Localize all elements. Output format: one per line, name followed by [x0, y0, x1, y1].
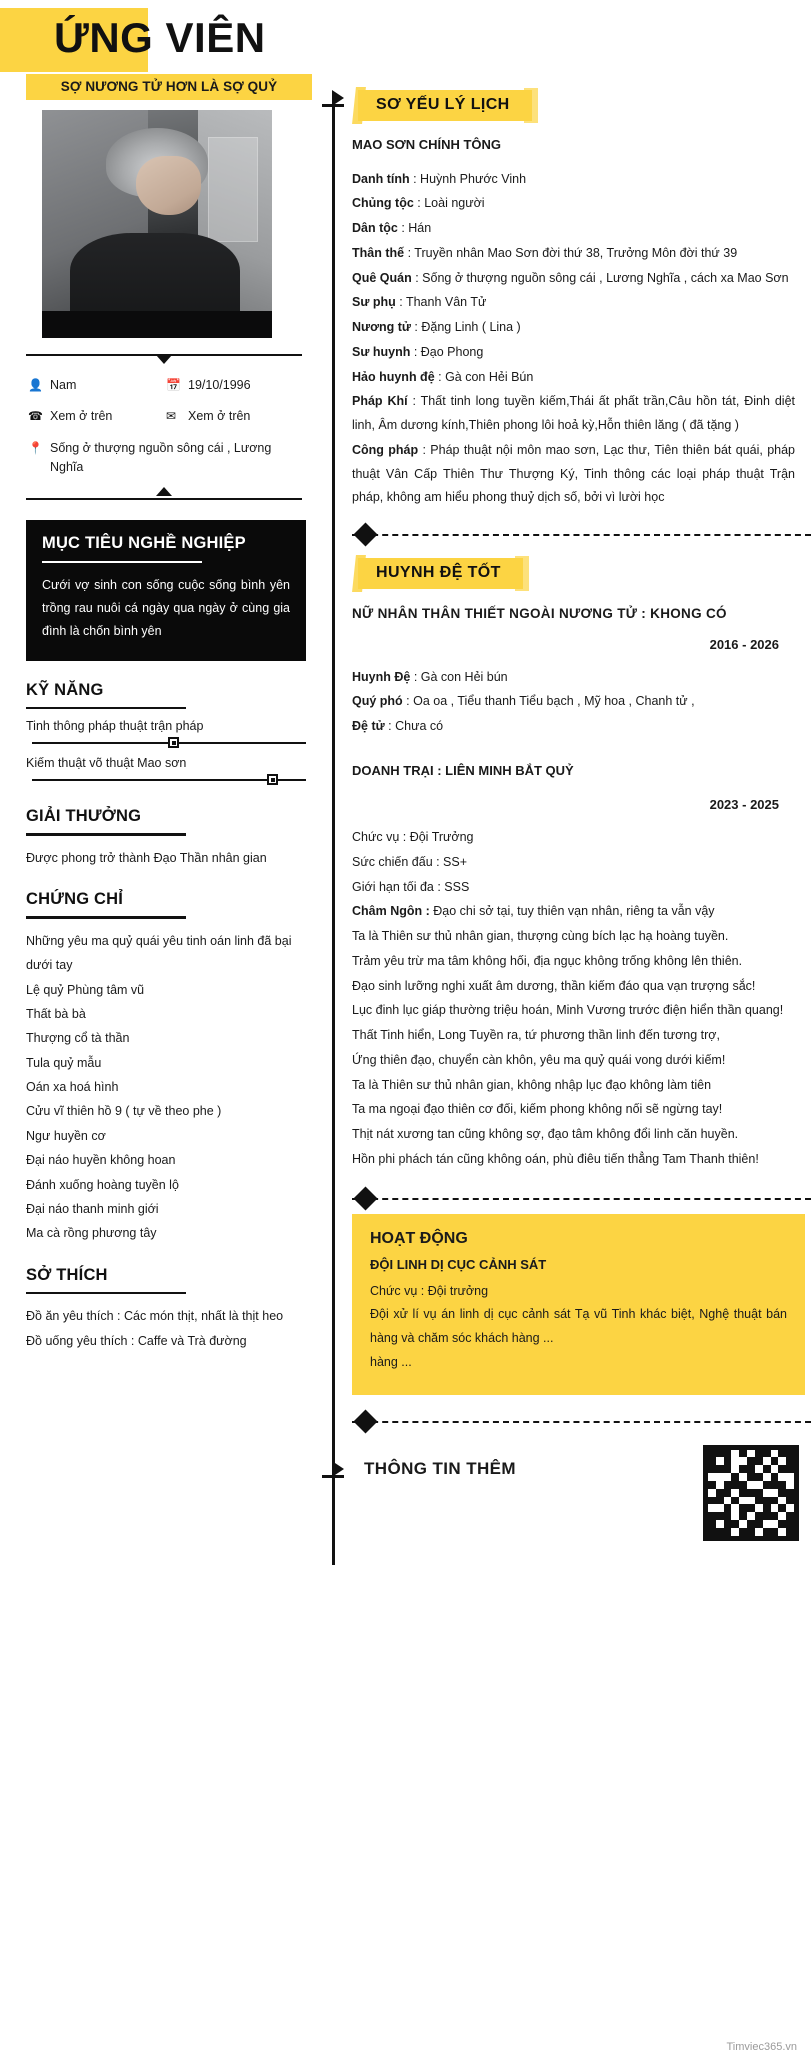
camp-fields: [352, 826, 795, 899]
profile-field-value: : Thanh Vân Tử: [395, 295, 487, 310]
qr-code[interactable]: [703, 1445, 799, 1541]
profile-field-value: : Thất tinh long tuyền kiếm,Thái ất phất trần,Câu hồn tát, Đinh diệt linh, Âm dương kính,Thiên phong lôi hoả kỳ,Hỗn thiên lăng ( đã tặng ): [352, 394, 795, 433]
contact-gender: [28, 376, 166, 395]
section-certificates: [26, 890, 306, 1245]
content-columns: [0, 68, 811, 2053]
profile-field-label: Danh tính: [352, 171, 410, 186]
certificate-item: Cửu vĩ thiên hồ 9 ( tự về theo phe ): [26, 1104, 222, 1119]
skill-slider[interactable]: [32, 773, 306, 787]
page-title: ỨNG VIÊN: [54, 14, 266, 61]
section-more-info: [320, 1445, 811, 1565]
camp-motto-line: Châm Ngôn : Đạo chi sở tại, tuy thiên vạn nhân, riêng ta vẫn vậy: [352, 904, 715, 919]
brother-field-label: Đệ tử: [352, 719, 385, 734]
location-icon: 📍: [28, 440, 43, 455]
skill-label: Tinh thông pháp thuật trận pháp: [26, 719, 204, 734]
profile-field: [352, 341, 795, 365]
right-column: [320, 68, 811, 1565]
skill-item: [26, 756, 306, 787]
certificates-title: CHỨNG CHỈ: [26, 890, 124, 909]
activity-heading: HOẠT ĐỘNG: [370, 1229, 468, 1247]
section-activity: [352, 1214, 805, 1395]
section-awards: [26, 807, 306, 870]
profile-field-label: Dân tộc: [352, 221, 398, 236]
separator-3: [352, 1421, 811, 1423]
camp-motto: [352, 900, 795, 1171]
profile-fields: [352, 168, 795, 511]
section-skills: [26, 681, 306, 788]
skill-slider[interactable]: [32, 736, 306, 750]
contact-birthday-value: 19/10/1996: [188, 378, 251, 392]
contact-address-value: Sống ở thượng nguồn sông cái , Lương Nghĩa: [50, 440, 272, 475]
user-icon: 👤: [28, 378, 43, 392]
certificate-item: Thượng cổ tà thần: [26, 1031, 130, 1046]
profile-field-label: Chủng tộc: [352, 196, 414, 211]
profile-field-value: : Truyền nhân Mao Sơn đời thứ 38, Trưởng Môn đời thứ 39: [404, 245, 738, 260]
profile-field: [352, 390, 795, 438]
certificate-item: Đánh xuống hoàng tuyền lộ: [26, 1177, 179, 1192]
profile-field-label: Hảo huynh đệ: [352, 369, 435, 384]
profile-field-label: Pháp Khí: [352, 394, 408, 409]
skills-title: KỸ NĂNG: [26, 680, 104, 699]
arrow-marker-icon: [332, 1461, 344, 1477]
contact-block: [28, 376, 304, 478]
certificate-item: Ma cà rồng phương tây: [26, 1226, 157, 1241]
profile-field-label: Thân thế: [352, 245, 405, 260]
diamond-marker-icon: [353, 523, 377, 547]
certificates-underline: [26, 916, 186, 919]
skill-slider-knob[interactable]: [267, 774, 278, 785]
brothers-period: 2016 - 2026: [709, 636, 779, 652]
camp-period: 2023 - 2025: [709, 797, 779, 813]
certificate-item: Những yêu ma quỷ quái yêu tinh oán linh đã bại dưới tay: [26, 933, 292, 973]
camp-motto-line: Thịt nát xương tan cũng không sợ, đạo tâm không đổi linh căn huyền.: [352, 1127, 739, 1142]
certificate-item: Đại náo huyền không hoan: [26, 1153, 176, 1168]
contact-gender-value: Nam: [50, 378, 77, 392]
camp-motto-line: Ứng thiên đạo, chuyển càn khôn, yêu ma quỷ quái vong dưới kiếm!: [352, 1052, 726, 1067]
brother-field: [352, 715, 795, 739]
left-column: [0, 68, 320, 1353]
objective-text: Cưới vợ sinh con sống cuộc sống bình yên trồng rau nuôi cá ngày qua ngày ở cùng gia đình là chốn bình yên: [42, 577, 290, 638]
section-profile: [320, 68, 811, 510]
brothers-heading: [358, 558, 523, 589]
camp-field: Giới hạn tối đa : SSS: [352, 879, 470, 894]
camp-field: Chức vụ : Đội Trưởng: [352, 830, 474, 845]
arrow-marker-icon: [332, 90, 344, 106]
brothers-fields: [352, 666, 795, 739]
profile-field-value: : Loài người: [413, 196, 485, 211]
tagline: SỢ NƯƠNG TỬ HƠN LÀ SỢ QUỶ: [26, 74, 312, 100]
section-objective: [26, 520, 306, 661]
profile-field: [352, 168, 795, 192]
certificate-item: Oán xa hoá hình: [26, 1080, 119, 1094]
brother-field-value: : Oa oa , Tiểu thanh Tiểu bạch , Mỹ hoa , Chanh tử ,: [402, 694, 695, 709]
skills-list: [26, 719, 306, 787]
calendar-icon: 📅: [166, 378, 181, 392]
avatar: [42, 110, 302, 338]
camp-field: Sức chiến đấu : SS+: [352, 854, 468, 869]
separator-2: [352, 1198, 811, 1200]
contact-row: [28, 376, 304, 395]
profile-field-label: Sư huynh: [352, 344, 411, 359]
activity-line: Đội xử lí vụ án linh dị cục cảnh sát Tạ vũ Tinh khác biệt, Nghệ thuật bán hàng và chăm sóc khách hàng ...: [370, 1307, 787, 1346]
contact-divider-top: [26, 352, 302, 366]
hobbies-underline: [26, 1292, 186, 1295]
brother-field: [352, 666, 795, 690]
profile-heading: [358, 90, 532, 121]
objective-title: MỤC TIÊU NGHỀ NGHIỆP: [42, 533, 246, 552]
profile-field-label: Công pháp: [352, 442, 419, 457]
awards-title: GIẢI THƯỞNG: [26, 807, 142, 826]
site-credit: Timviec365.vn: [726, 2041, 797, 2053]
camp-motto-line: Thất Tinh hiển, Long Tuyền ra, tứ phương thần linh đến tương trợ,: [352, 1028, 720, 1043]
brother-field-value: : Chưa có: [384, 719, 444, 734]
certificate-item: Lệ quỷ Phùng tâm vũ: [26, 982, 145, 997]
hobbies-title: SỞ THÍCH: [26, 1265, 108, 1284]
award-item: Được phong trở thành Đạo Thần nhân gian: [26, 850, 267, 865]
objective-underline: [42, 561, 202, 563]
skill-slider-knob[interactable]: [168, 737, 179, 748]
more-info-heading: THÔNG TIN THÊM: [364, 1458, 516, 1478]
certificate-item: Tula quỷ mẫu: [26, 1055, 102, 1070]
contact-row: [28, 439, 304, 478]
skills-underline: [26, 707, 186, 710]
brothers-heading-label: HUYNH ĐỆ TỐT: [376, 564, 501, 582]
profile-field-value: : Hán: [397, 221, 432, 236]
activity-line: Chức vụ : Đội trưởng: [370, 1283, 489, 1298]
brother-field: [352, 690, 795, 714]
certificate-item: Đại náo thanh minh giới: [26, 1201, 159, 1216]
activity-lines: [370, 1280, 787, 1375]
profile-field: [352, 217, 795, 241]
awards-list: [26, 846, 306, 870]
profile-subheading: MAO SƠN CHÍNH TÔNG: [352, 137, 502, 152]
hobbies-list: [26, 1304, 306, 1353]
certificate-item: Ngư huyền cơ: [26, 1128, 106, 1143]
brothers-body: [352, 601, 795, 1171]
profile-field-label: Nương tử: [352, 320, 411, 335]
skill-item: [26, 719, 306, 750]
camp-motto-line: Ta là Thiên sư thủ nhân gian, thượng cùng bích lạc hạ hoàng tuyền.: [352, 929, 729, 944]
hobby-item: Đồ uống yêu thích : Caffe và Trà đường: [26, 1333, 247, 1348]
profile-field: [352, 267, 795, 291]
contact-phone-value: Xem ở trên: [50, 409, 113, 424]
profile-field: [352, 192, 795, 216]
contact-row: [28, 407, 304, 426]
camp-motto-line: Ta ma ngoại đạo thiên cơ đối, kiếm phong không nối sẽ ngừng tay!: [352, 1102, 723, 1117]
awards-underline: [26, 833, 186, 836]
profile-field-value: : Pháp thuật nội môn mao sơn, Lạc thư, Tiên thiên bát quái, pháp thuật Vân Cấp Thiên Thư Thượng Ký, Tinh thông các loại pháp thuật Trận pháp, không am hiểu phong thuỷ dịch số, bởi vì lười học: [352, 442, 796, 505]
certificate-item: Thất bà bà: [26, 1006, 86, 1021]
camp-motto-line: Ta là Thiên sư thủ nhân gian, không nhập lục đạo không làm tiên: [352, 1077, 712, 1092]
certificates-list: [26, 929, 306, 1246]
profile-field: [352, 291, 795, 315]
phone-icon: ☎: [28, 409, 43, 424]
profile-field-label: Quê Quán: [352, 270, 412, 285]
profile-field: [352, 242, 795, 266]
profile-field: [352, 439, 795, 510]
camp-motto-line: Đạo sinh lưỡng nghi xuất âm dương, thần kiếm đáo qua vạn trượng sắc!: [352, 978, 756, 993]
profile-body: [352, 133, 795, 510]
contact-phone[interactable]: [28, 407, 166, 426]
diamond-marker-icon: [353, 1409, 377, 1433]
camp-title: DOANH TRẠI : LIÊN MINH BẮT QUỶ: [352, 762, 574, 778]
brother-field-label: Huynh Đệ: [352, 669, 411, 684]
camp-motto-line: Lục đinh lục giáp thường triệu hoán, Minh Vương trước điện hiển thần quang!: [352, 1003, 784, 1018]
profile-field-value: : Gà con Hẻi Bún: [434, 369, 534, 384]
profile-field-value: : Đặng Linh ( Lina ): [410, 320, 521, 335]
profile-field-value: : Đạo Phong: [410, 344, 484, 359]
profile-field-value: : Sống ở thượng nguồn sông cái , Lương Nghĩa , cách xa Mao Sơn: [411, 270, 789, 285]
hobby-item: Đồ ăn yêu thích : Các món thịt, nhất là thịt heo: [26, 1309, 284, 1324]
camp-motto-label: Châm Ngôn :: [352, 904, 430, 919]
contact-email[interactable]: [166, 407, 304, 426]
contact-address: [28, 439, 304, 478]
profile-field: [352, 316, 795, 340]
brother-field-value: : Gà con Hẻi bún: [410, 669, 508, 684]
brothers-title: NỮ NHÂN THÂN THIẾT NGOÀI NƯƠNG TỬ : KHONG CÓ: [352, 606, 727, 622]
camp-motto-line: Hồn phi phách tán cũng không oán, phù điêu tiến thẳng Tam Thanh thiên!: [352, 1151, 759, 1166]
section-hobbies: [26, 1266, 306, 1353]
mail-icon: ✉: [166, 409, 177, 424]
camp-motto-line: Trảm yêu trừ ma tâm không hối, địa ngục không trống không lên thiên.: [352, 953, 743, 968]
contact-divider-bottom: [26, 492, 302, 506]
separator-1: [352, 534, 811, 536]
profile-field-value: : Huỳnh Phước Vinh: [409, 171, 527, 186]
contact-birthday: [166, 376, 304, 395]
diamond-marker-icon: [353, 1186, 377, 1210]
profile-field-label: Sư phụ: [352, 295, 396, 310]
activity-line: hàng ...: [370, 1354, 412, 1369]
profile-field: [352, 366, 795, 390]
skill-label: Kiếm thuật võ thuật Mao sơn: [26, 756, 187, 771]
contact-email-value: Xem ở trên: [188, 409, 251, 424]
activity-subheading: ĐỘI LINH DỊ CỤC CẢNH SÁT: [370, 1256, 547, 1272]
section-brothers: [320, 550, 811, 1171]
profile-heading-label: SƠ YẾU LÝ LỊCH: [376, 96, 510, 113]
brother-field-label: Quý phó: [352, 694, 403, 709]
page-header: [0, 0, 811, 68]
